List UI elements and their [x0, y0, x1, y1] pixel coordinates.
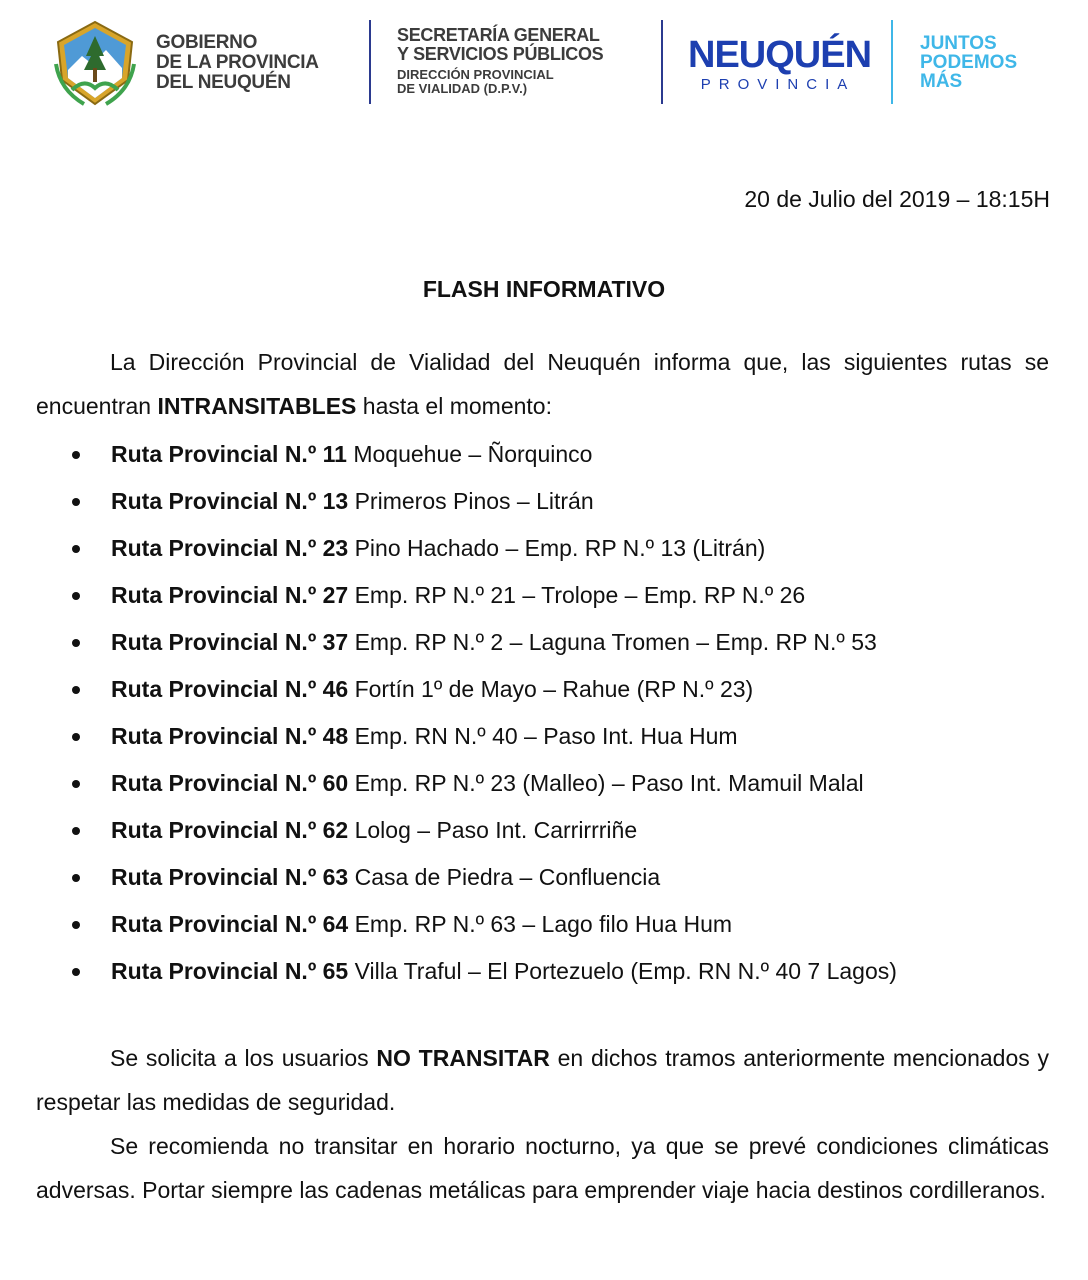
slogan: JUNTOS PODEMOS MÁS — [920, 33, 1018, 92]
route-description: Villa Traful – El Portezuelo (Emp. RN N.º 40 7 Lagos) — [354, 958, 897, 984]
bullet-icon — [72, 639, 80, 647]
document-title: FLASH INFORMATIVO — [422, 276, 666, 302]
list-item — [0, 761, 1088, 808]
bullet-icon — [72, 827, 80, 835]
list-item — [0, 620, 1088, 667]
route-description: Moquehue – Ñorquinco — [353, 441, 593, 467]
list-item — [0, 949, 1088, 996]
route-list — [0, 432, 1088, 996]
route-number: Ruta Provincial N.º 60 — [111, 770, 349, 796]
secretaria-block: SECRETARÍA GENERAL Y SERVICIOS PÚBLICOS DIRECCIÓN PROVINCIAL DE VIALIDAD (D.P.V.) — [397, 25, 604, 96]
header-divider — [369, 20, 371, 104]
bullet-icon — [72, 592, 80, 600]
route-description: Lolog – Paso Int. Carrirrriñe — [354, 817, 638, 843]
header-divider — [661, 20, 663, 104]
document-date: 20 de Julio del 2019 – 18:15H — [744, 186, 1050, 212]
list-item — [0, 526, 1088, 573]
bullet-icon — [72, 968, 80, 976]
route-number: Ruta Provincial N.º 13 — [111, 488, 349, 514]
bullet-icon — [72, 498, 80, 506]
route-number: Ruta Provincial N.º 37 — [111, 629, 349, 655]
intro-paragraph: La Dirección Provincial de Vialidad del Neuquén informa que, las siguientes rutas se encuentran INTRANSITABLES hasta el momento: — [36, 349, 1049, 419]
bullet-icon — [72, 733, 80, 741]
bullet-icon — [72, 780, 80, 788]
route-number: Ruta Provincial N.º 48 — [111, 723, 349, 749]
route-number: Ruta Provincial N.º 11 — [111, 441, 347, 467]
route-description: Casa de Piedra – Confluencia — [354, 864, 661, 890]
route-description: Fortín 1º de Mayo – Rahue (RP N.º 23) — [354, 676, 754, 702]
list-item — [0, 667, 1088, 714]
government-name: GOBIERNO DE LA PROVINCIA DEL NEUQUÉN — [156, 32, 319, 93]
route-number: Ruta Provincial N.º 46 — [111, 676, 349, 702]
bullet-icon — [72, 451, 80, 459]
list-item — [0, 714, 1088, 761]
route-number: Ruta Provincial N.º 27 — [111, 582, 349, 608]
route-number: Ruta Provincial N.º 62 — [111, 817, 349, 843]
bullet-icon — [72, 921, 80, 929]
list-item — [0, 573, 1088, 620]
bullet-icon — [72, 874, 80, 882]
list-item — [0, 432, 1088, 479]
list-item — [0, 479, 1088, 526]
bullet-icon — [72, 545, 80, 553]
letterhead — [0, 14, 1088, 114]
route-description: Pino Hachado – Emp. RP N.º 13 (Litrán) — [354, 535, 766, 561]
route-description: Primeros Pinos – Litrán — [354, 488, 594, 514]
route-description: Emp. RN N.º 40 – Paso Int. Hua Hum — [354, 723, 738, 749]
route-number: Ruta Provincial N.º 64 — [111, 911, 349, 937]
request-paragraph: Se solicita a los usuarios NO TRANSITAR en dichos tramos anteriormente mencionados y respetar las medidas de seguridad. — [36, 1045, 1049, 1115]
list-item — [0, 902, 1088, 949]
route-number: Ruta Provincial N.º 23 — [111, 535, 349, 561]
list-item — [0, 855, 1088, 902]
bullet-icon — [72, 686, 80, 694]
list-item — [0, 808, 1088, 855]
header-divider — [891, 20, 893, 104]
route-number: Ruta Provincial N.º 65 — [111, 958, 349, 984]
route-number: Ruta Provincial N.º 63 — [111, 864, 349, 890]
recommendation-paragraph: Se recomienda no transitar en horario nocturno, ya que se prevé condiciones climáticas adversas. Portar siempre las cadenas metálicas para emprender viaje hacia destinos cordilleranos. — [36, 1133, 1049, 1203]
route-description: Emp. RP N.º 2 – Laguna Tromen – Emp. RP N.º 53 — [354, 629, 877, 655]
route-description: Emp. RP N.º 63 – Lago filo Hua Hum — [354, 911, 733, 937]
province-crest-icon — [54, 20, 136, 108]
neuquen-logo: NEUQUÉN PROVINCIA — [688, 34, 872, 93]
route-description: Emp. RP N.º 23 (Malleo) – Paso Int. Mamuil Malal — [354, 770, 864, 796]
route-description: Emp. RP N.º 21 – Trolope – Emp. RP N.º 26 — [354, 582, 806, 608]
